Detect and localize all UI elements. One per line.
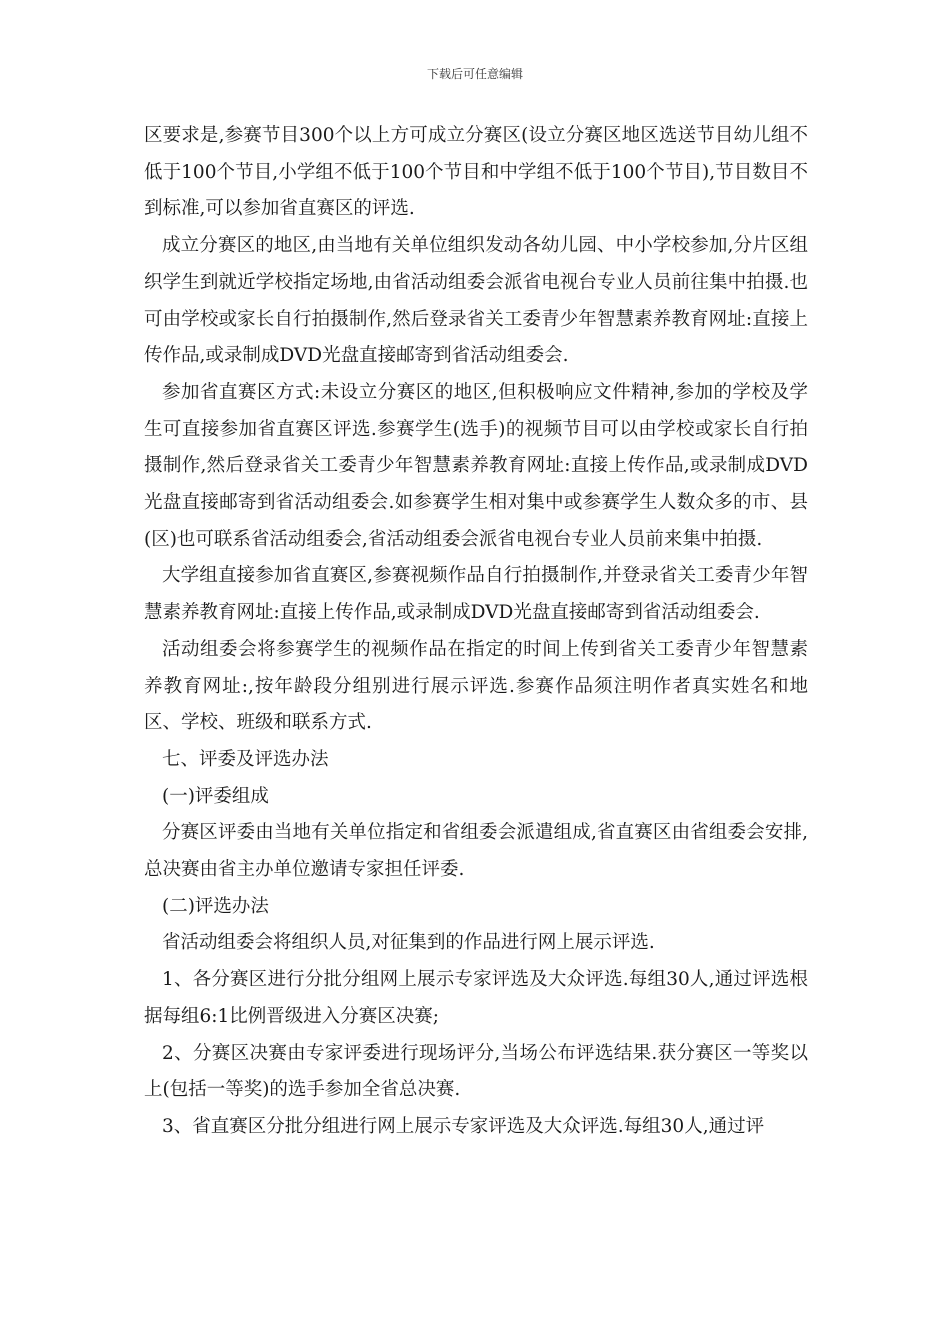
paragraph-university-group: 大学组直接参加省直赛区,参赛视频作品自行拍摄制作,并登录省关工委青少年智慧素养教育网址:直接上传作品,或录制成DVD光盘直接邮寄到省活动组委会.: [144, 565, 808, 624]
paragraph-online-selection: 省活动组委会将组织人员,对征集到的作品进行网上展示评选.: [162, 932, 655, 954]
paragraph-subdivision-areas: 成立分赛区的地区,由当地有关单位组织发动各幼儿园、中小学校参加,分片区组织学生到就近学校指定场地,由省活动组委会派省电视台专业人员前往集中拍摄.也可由学校或家长自行拍摄制作,然后登录省关工委青少年智慧素养教育网址:直接上传作品,或录制成DVD光盘直接邮寄到省活动组委会.: [144, 235, 808, 367]
subsection-heading-selection-method: (二)评选办法: [162, 895, 269, 917]
paragraph-competition-requirements: 区要求是,参赛节目300个以上方可成立分赛区(设立分赛区地区选送节目幼儿组不低于100个节目,小学组不低于100个节目和中学组不低于100个节目),节目数目不到标准,可以参加省直赛区的评选.: [144, 125, 808, 220]
paragraph-upload-display: 活动组委会将参赛学生的视频作品在指定的时间上传到省关工委青少年智慧素养教育网址:,按年龄段分组别进行展示评选.参赛作品须注明作者真实姓名和地区、学校、班级和联系方式.: [144, 638, 808, 734]
document-body: [144, 118, 808, 1146]
list-item-rule-3: 3、省直赛区分批分组进行网上展示专家评选及大众评选.每组30人,通过评: [162, 1115, 765, 1137]
paragraph-provincial-division: 参加省直赛区方式:未设立分赛区的地区,但积极响应文件精神,参加的学校及学生可直接参加省直赛区评选.参赛学生(选手)的视频节目可以由学校或家长自行拍摄制作,然后登录省关工委青少年智慧素养教育网址:直接上传作品,或录制成DVD光盘直接邮寄到省活动组委会.如参赛学生相对集中或参赛学生人数众多的市、县(区)也可联系省活动组委会,省活动组委会派省电视台专业人员前来集中拍摄.: [144, 381, 808, 550]
subsection-heading-judge-panel: (一)评委组成: [162, 785, 269, 807]
list-item-rule-2: 2、分赛区决赛由专家评委进行现场评分,当场公布评选结果.获分赛区一等奖以上(包括一等奖)的选手参加全省总决赛.: [144, 1042, 808, 1101]
page-header-note: 下载后可任意编辑: [426, 67, 523, 81]
list-item-rule-1: 1、各分赛区进行分批分组网上展示专家评选及大众评选.每组30人,通过评选根据每组6:1比例晋级进入分赛区决赛;: [144, 969, 808, 1027]
paragraph-judge-panel: 分赛区评委由当地有关单位指定和省组委会派遣组成,省直赛区由省组委会安排,总决赛由省主办单位邀请专家担任评委.: [144, 822, 808, 881]
section-heading-judges: 七、评委及评选办法: [162, 748, 329, 770]
